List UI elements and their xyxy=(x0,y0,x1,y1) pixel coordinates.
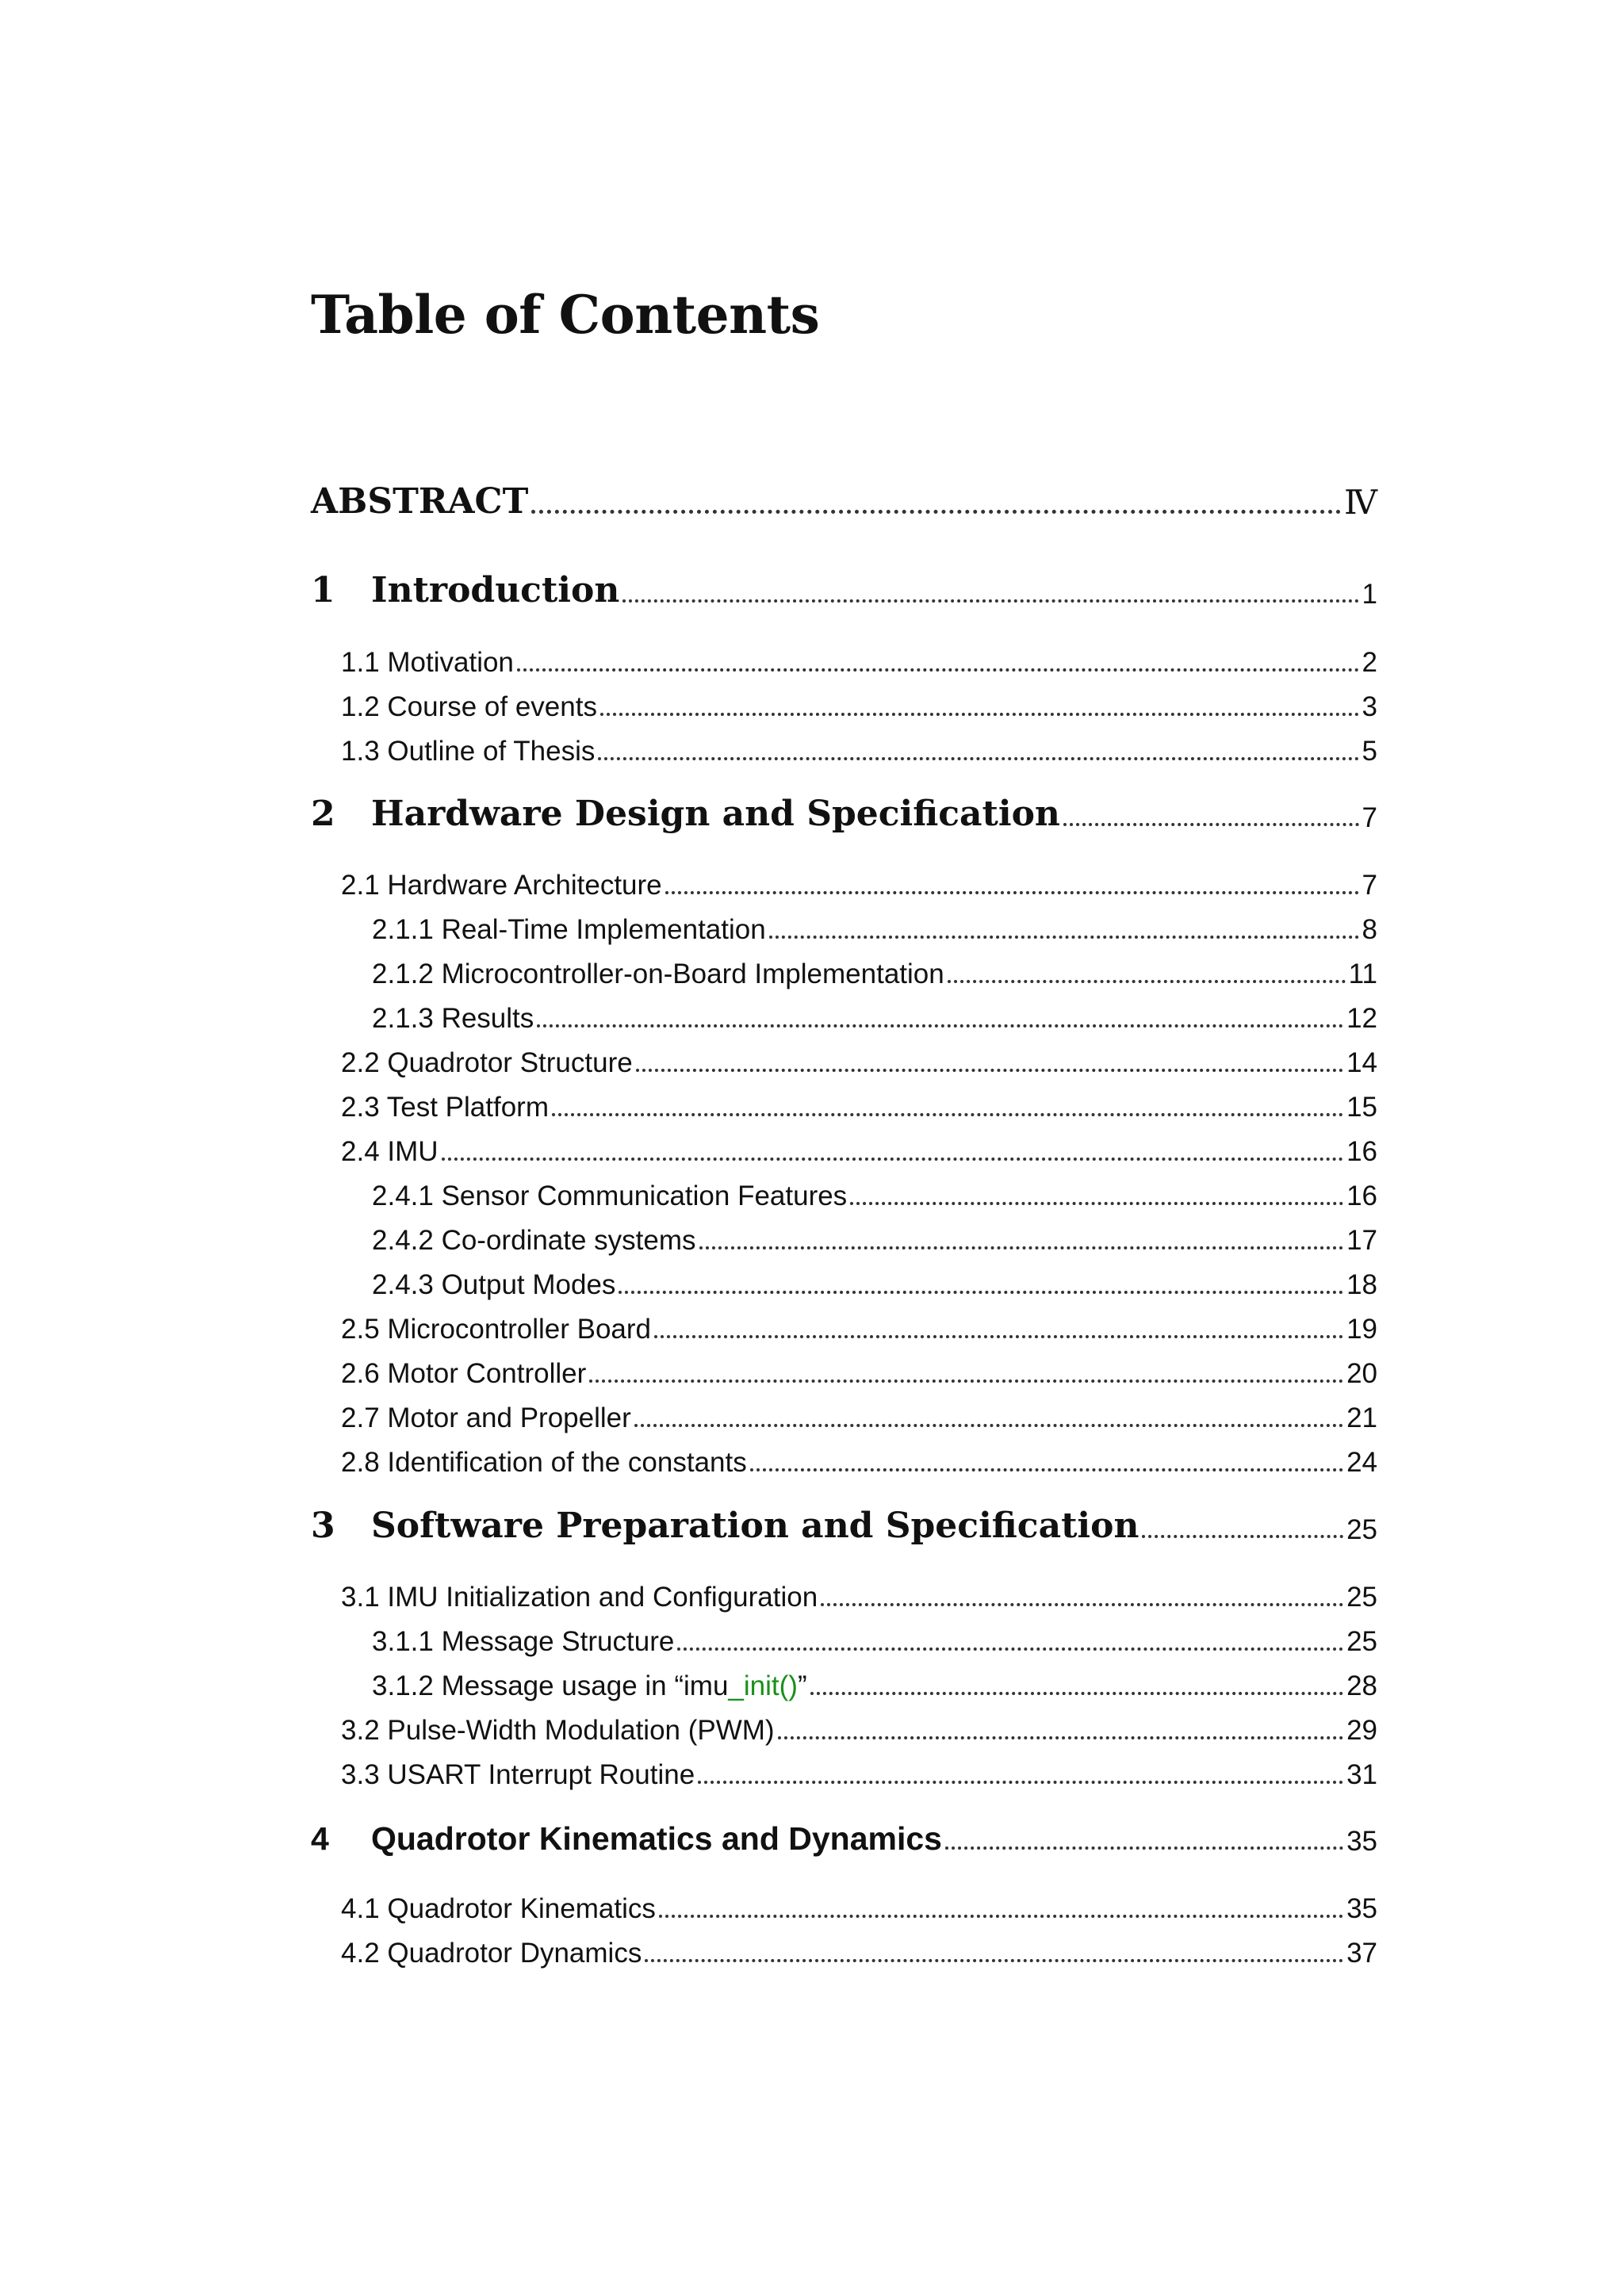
toc-entry-1-2[interactable] xyxy=(0,675,1624,723)
toc-label: 2.1.2 Microcontroller-on-Board Implementation xyxy=(372,959,944,989)
toc-page-number: 24 xyxy=(1346,1447,1377,1478)
toc-page-number: 14 xyxy=(1346,1047,1377,1078)
dot-leader xyxy=(945,1846,1343,1850)
toc-label: 2.5 Microcontroller Board xyxy=(341,1314,651,1345)
dot-leader xyxy=(517,668,1359,672)
dot-leader xyxy=(1142,1535,1343,1538)
toc-chapter-4[interactable] xyxy=(0,1810,1624,1858)
toc-label: 2.1.1 Real-Time Implementation xyxy=(372,914,766,945)
code-function-name: _init() xyxy=(728,1670,798,1701)
toc-page-number: 25 xyxy=(1346,1582,1377,1613)
toc-page-number: 19 xyxy=(1346,1314,1377,1345)
toc-label xyxy=(372,1670,807,1702)
toc-label: 2.7 Motor and Propeller xyxy=(341,1402,631,1433)
dot-leader xyxy=(948,980,1346,983)
dot-leader xyxy=(769,936,1359,939)
dot-leader xyxy=(659,1915,1343,1918)
toc-label: 2.4.2 Co-ordinate systems xyxy=(372,1225,696,1256)
toc-entry-abstract[interactable] xyxy=(0,474,1624,522)
chapter-number: 3 xyxy=(311,1506,335,1546)
dot-leader xyxy=(600,713,1359,716)
dot-leader xyxy=(810,1692,1343,1695)
toc-label: 2.6 Motor Controller xyxy=(341,1358,587,1389)
dot-leader xyxy=(442,1158,1344,1161)
chapter-number: 4 xyxy=(311,1820,329,1857)
dot-leader xyxy=(654,1335,1343,1338)
toc-page-number: 3 xyxy=(1362,691,1377,722)
toc-label: 2.1 Hardware Architecture xyxy=(341,870,662,901)
toc-label: 2.4.3 Output Modes xyxy=(372,1269,616,1300)
toc-page-number: 29 xyxy=(1346,1715,1377,1746)
toc-entry-2-8[interactable] xyxy=(0,1431,1624,1479)
toc-entry-2-5[interactable] xyxy=(0,1298,1624,1345)
toc-entry-2-4-1[interactable] xyxy=(0,1165,1624,1212)
toc-entry-3-3[interactable] xyxy=(0,1743,1624,1791)
toc-page-number: 7 xyxy=(1362,802,1377,833)
toc-entry-4-2[interactable] xyxy=(0,1922,1624,1969)
chapter-title: Software Preparation and Specification xyxy=(371,1506,1139,1546)
dot-leader xyxy=(750,1468,1343,1471)
toc-entry-3-1-2[interactable] xyxy=(0,1655,1624,1702)
toc-entry-2-4[interactable] xyxy=(0,1120,1624,1168)
toc-page-number: 16 xyxy=(1346,1181,1377,1211)
toc-entry-3-1[interactable] xyxy=(0,1566,1624,1613)
chapter-title: Introduction xyxy=(371,570,620,610)
toc-page-number: 17 xyxy=(1346,1225,1377,1256)
dot-leader xyxy=(619,1291,1343,1294)
toc-entry-2-1-2[interactable] xyxy=(0,943,1624,990)
chapter-number: 1 xyxy=(311,570,335,610)
dot-leader xyxy=(677,1647,1343,1651)
toc-label: ABSTRACT xyxy=(311,481,529,522)
toc-page-number: 25 xyxy=(1346,1514,1377,1545)
dot-leader xyxy=(821,1603,1343,1606)
toc-label: 2.4 IMU xyxy=(341,1136,439,1167)
toc-page-number: 25 xyxy=(1346,1626,1377,1657)
toc-page-number: 35 xyxy=(1346,1826,1377,1857)
toc-entry-2-1-3[interactable] xyxy=(0,987,1624,1035)
toc-page-number: 15 xyxy=(1346,1092,1377,1123)
dot-leader xyxy=(699,1246,1344,1249)
toc-page-number: 28 xyxy=(1346,1670,1377,1701)
toc-page-number: 1 xyxy=(1362,579,1377,610)
dot-leader xyxy=(622,599,1358,603)
dot-leader xyxy=(850,1202,1343,1205)
toc-entry-2-2[interactable] xyxy=(0,1031,1624,1079)
toc-chapter-1[interactable] xyxy=(0,563,1624,610)
toc-entry-2-1[interactable] xyxy=(0,854,1624,901)
toc-label: 1.3 Outline of Thesis xyxy=(341,736,596,767)
toc-label: 3.1 IMU Initialization and Configuration xyxy=(341,1582,818,1613)
toc-entry-3-1-1[interactable] xyxy=(0,1610,1624,1658)
toc-page-number: 31 xyxy=(1346,1759,1377,1790)
dot-leader xyxy=(531,510,1341,514)
toc-page-number: 16 xyxy=(1346,1136,1377,1167)
toc-entry-2-4-3[interactable] xyxy=(0,1253,1624,1301)
dot-leader xyxy=(645,1959,1343,1962)
toc-label: 3.1.1 Message Structure xyxy=(372,1626,675,1657)
dot-leader xyxy=(552,1113,1343,1116)
dot-leader xyxy=(636,1069,1343,1072)
dot-leader xyxy=(537,1024,1343,1027)
toc-page-number: 5 xyxy=(1362,736,1377,767)
toc-label: 2.4.1 Sensor Communication Features xyxy=(372,1181,848,1211)
toc-label-prefix: 3.1.2 Message usage in “imu xyxy=(372,1670,729,1701)
toc-page-number: 35 xyxy=(1346,1893,1377,1924)
toc-page-number: 2 xyxy=(1362,647,1377,678)
chapter-title: Quadrotor Kinematics and Dynamics xyxy=(371,1820,942,1857)
toc-page-number: 18 xyxy=(1346,1269,1377,1300)
toc-label xyxy=(311,570,619,610)
dot-leader xyxy=(634,1424,1343,1427)
toc-label xyxy=(311,794,1060,834)
toc-label: 4.2 Quadrotor Dynamics xyxy=(341,1938,642,1969)
toc-entry-1-3[interactable] xyxy=(0,720,1624,767)
toc-label: 3.2 Pulse-Width Modulation (PWM) xyxy=(341,1715,775,1746)
dot-leader xyxy=(698,1781,1343,1784)
toc-label-suffix: ” xyxy=(797,1670,807,1701)
dot-leader xyxy=(589,1380,1343,1383)
chapter-title: Hardware Design and Specification xyxy=(371,794,1060,834)
toc-page-number: 12 xyxy=(1346,1003,1377,1034)
toc-entry-2-7[interactable] xyxy=(0,1387,1624,1434)
toc-label: 4.1 Quadrotor Kinematics xyxy=(341,1893,656,1924)
toc-entry-4-1[interactable] xyxy=(0,1877,1624,1925)
chapter-number: 2 xyxy=(311,794,335,834)
toc-page-number: 20 xyxy=(1346,1358,1377,1389)
toc-entry-2-4-2[interactable] xyxy=(0,1209,1624,1257)
toc-page-number: 11 xyxy=(1348,959,1377,989)
toc-entry-3-2[interactable] xyxy=(0,1699,1624,1747)
toc-label: 2.8 Identification of the constants xyxy=(341,1447,747,1478)
toc-page-number: 7 xyxy=(1362,870,1377,901)
toc-page-number: 37 xyxy=(1346,1938,1377,1969)
toc-entry-2-6[interactable] xyxy=(0,1342,1624,1390)
toc-page-number: 21 xyxy=(1346,1402,1377,1433)
toc-label: 2.2 Quadrotor Structure xyxy=(341,1047,633,1078)
toc-entry-1-1[interactable] xyxy=(0,631,1624,679)
toc-entry-2-3[interactable] xyxy=(0,1076,1624,1123)
dot-leader xyxy=(665,891,1359,894)
toc-label: 3.3 USART Interrupt Routine xyxy=(341,1759,695,1790)
dot-leader xyxy=(778,1736,1343,1739)
dot-leader xyxy=(1063,823,1359,826)
toc-label: 1.1 Motivation xyxy=(341,647,514,678)
toc-label: 1.2 Course of events xyxy=(341,691,597,722)
toc-page-number: Ⅳ xyxy=(1344,483,1377,522)
toc-label: 2.1.3 Results xyxy=(372,1003,534,1034)
toc-label xyxy=(311,1820,942,1858)
toc-chapter-2[interactable] xyxy=(0,786,1624,834)
toc-label: 2.3 Test Platform xyxy=(341,1092,549,1123)
dot-leader xyxy=(598,757,1358,760)
toc-label xyxy=(311,1506,1139,1546)
toc-entry-2-1-1[interactable] xyxy=(0,898,1624,946)
page-title: Table of Contents xyxy=(311,284,820,346)
toc-page-number: 8 xyxy=(1362,914,1377,945)
toc-chapter-3[interactable] xyxy=(0,1498,1624,1546)
